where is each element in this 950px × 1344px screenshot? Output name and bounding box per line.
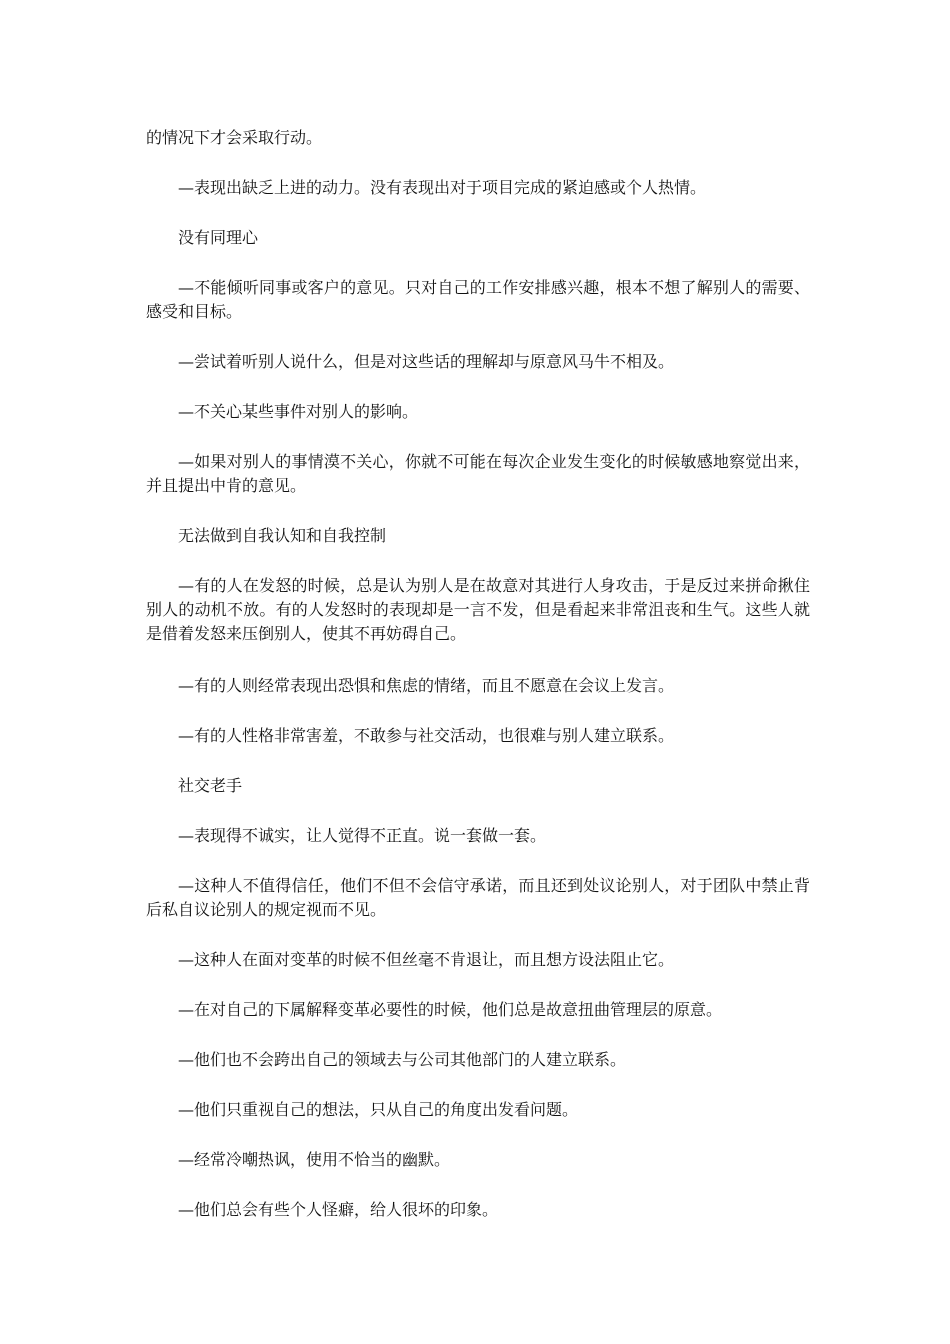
section-heading: 没有同理心 (178, 228, 259, 247)
paragraph: —有的人则经常表现出恐惧和焦虑的情绪，而且不愿意在会议上发言。 (178, 676, 675, 695)
paragraph: —他们总会有些个人怪癖，给人很坏的印象。 (178, 1200, 499, 1219)
paragraph: —表现出缺乏上进的动力。没有表现出对于项目完成的紧迫感或个人热情。 (178, 178, 707, 197)
section-heading: 无法做到自我认知和自我控制 (178, 526, 387, 545)
paragraph: —有的人在发怒的时候，总是认为别人是在故意对其进行人身攻击，于是反过来拼命揪住别人的动机不放。有的人发怒时的表现却是一言不发，但是看起来非常沮丧和生气。这些人就是借着发怒来压倒别人，使其不再妨碍自己。 (146, 576, 810, 643)
paragraph: —在对自己的下属解释变革必要性的时候，他们总是故意扭曲管理层的原意。 (178, 1000, 723, 1019)
paragraph: —不关心某些事件对别人的影响。 (178, 402, 419, 421)
paragraph: —这种人在面对变革的时候不但丝毫不肯退让，而且想方设法阻止它。 (178, 950, 675, 969)
paragraph: —这种人不值得信任，他们不但不会信守承诺，而且还到处议论别人，对于团队中禁止背后私自议论别人的规定视而不见。 (146, 876, 810, 919)
paragraph: —表现得不诚实，让人觉得不正直。说一套做一套。 (178, 826, 547, 845)
paragraph: —尝试着听别人说什么，但是对这些话的理解却与原意风马牛不相及。 (178, 352, 675, 371)
paragraph: —不能倾听同事或客户的意见。只对自己的工作安排感兴趣，根本不想了解别人的需要、感受和目标。 (146, 278, 810, 321)
paragraph: —他们也不会跨出自己的领域去与公司其他部门的人建立联系。 (178, 1050, 627, 1069)
paragraph: —经常冷嘲热讽，使用不恰当的幽默。 (178, 1150, 451, 1169)
paragraph: —他们只重视自己的想法，只从自己的角度出发看问题。 (178, 1100, 579, 1119)
section-heading: 社交老手 (178, 776, 243, 795)
paragraph: —有的人性格非常害羞，不敢参与社交活动，也很难与别人建立联系。 (178, 726, 675, 745)
paragraph: —如果对别人的事情漠不关心，你就不可能在每次企业发生变化的时候敏感地察觉出来，并且提出中肯的意见。 (146, 452, 810, 495)
paragraph-continuation: 的情况下才会采取行动。 (146, 128, 323, 147)
